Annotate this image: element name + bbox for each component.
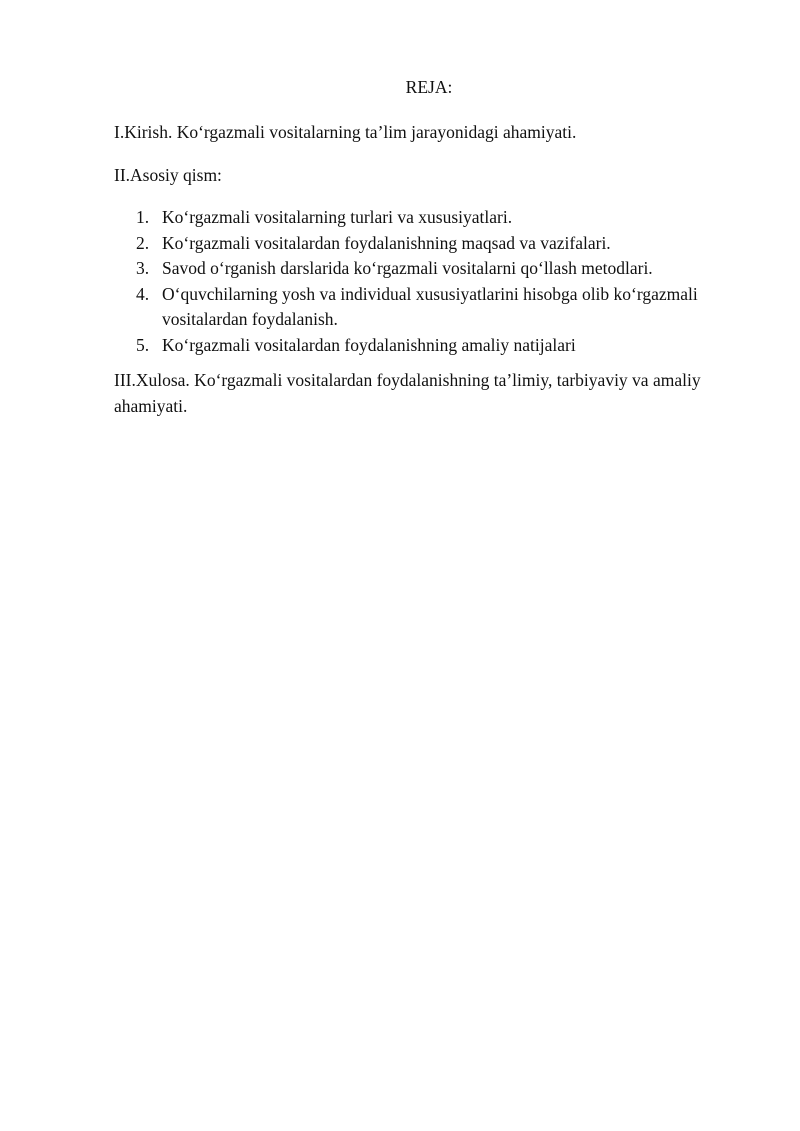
list-item-text: Ko‘rgazmali vositalardan foydalanishning maqsad va vazifalari. bbox=[162, 232, 611, 253]
main-section-list bbox=[114, 205, 754, 358]
intro-paragraph: I.Kirish. Ko‘rgazmali vositalarning ta’lim jarayonidagi ahamiyati. bbox=[114, 122, 577, 142]
list-item bbox=[114, 256, 754, 282]
list-item-number: 4. bbox=[136, 283, 150, 304]
conclusion-paragraph: III.Xulosa. Ko‘rgazmali vositalardan foydalanishning ta’limiy, tarbiyaviy va amaliy ahamiyati. bbox=[114, 370, 701, 416]
plan-content bbox=[114, 74, 754, 419]
list-item bbox=[114, 205, 754, 231]
list-item-text: Ko‘rgazmali vositalarning turlari va xususiyatlari. bbox=[162, 207, 513, 227]
list-item-text: Ko‘rgazmali vositalardan foydalanishning amaliy natijalari bbox=[162, 334, 576, 355]
main-section-heading: II.Asosiy qism: bbox=[114, 165, 222, 185]
list-item bbox=[114, 333, 754, 359]
list-item-number: 5. bbox=[136, 334, 150, 355]
list-item-number: 2. bbox=[136, 232, 150, 253]
plan-title: REJA: bbox=[405, 77, 453, 97]
list-item bbox=[114, 231, 754, 257]
list-item-text: O‘quvchilarning yosh va individual xususiyatlarini hisobga olib ko‘rgazmali vositalardan foydalanish. bbox=[162, 283, 698, 329]
list-item-number: 3. bbox=[136, 258, 150, 278]
list-item-number: 1. bbox=[136, 207, 150, 227]
list-item bbox=[114, 282, 754, 333]
list-item-text: Savod o‘rganish darslarida ko‘rgazmali vositalarni qo‘llash metodlari. bbox=[162, 258, 653, 278]
